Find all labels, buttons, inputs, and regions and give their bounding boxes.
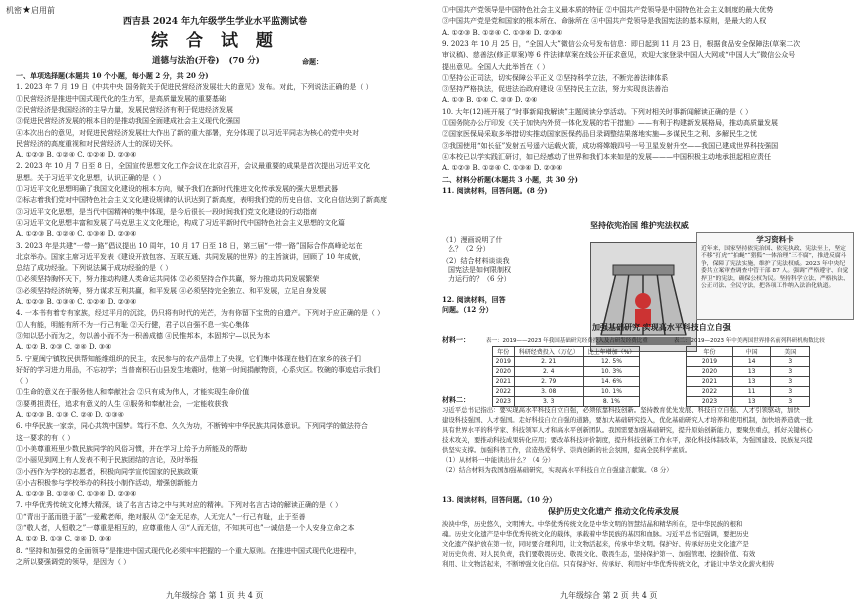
question-line: A. ①②③ B. ①②④ C. ①③④ D. ②③④ [16,490,137,499]
q11-sub2c: 力运行的？（6 分） [448,275,511,283]
question-line: ①国务院办公厅印发《关于加快内外贸一体化发展的若干措施》——有利于构建新发展格局，推动高质量发展 [442,119,778,127]
table-header-cell: 比上年增加（%） [583,347,639,357]
question-line: 1. 2023 年 7 月 19 日《中共中央 国务院关于促进民营经济发展壮大的意见》发布。对此，下列说法正确的是（ ） [16,83,373,92]
exam-county-title: 西吉县 2024 年九年级学生学业水平监测试卷 [122,17,308,27]
confidential-mark [6,6,55,16]
table-row [493,397,640,407]
table-cell: 2. 21 [514,357,583,367]
part-name: 道德与法治(开卷) [152,56,220,66]
question-line: ④本校已以学实践汇研讨，如已经感动了世界和我们本来如是的发展———中国积极主动地承担起相应责任 [442,152,771,161]
research-funding-table [492,346,640,407]
table-row [687,357,810,367]
table-cell: 2023 [493,397,515,407]
q11-sub1: （1）漫画说明了什 [442,236,503,244]
question-line: 北京举办。国家主席习近平发表《建设开放包容、互联互通、共同发展的世界》的主旨演讲，回顾了 10 年成就， [16,252,366,261]
question-line: ②标志着我们党对中国特色社会主义文化建设规律的认识达到了新高度，表明我们党的历史自信、文化自信达到了新高度 [16,196,387,205]
exam-subject-title: 综 合 试 题 [151,31,279,51]
question-line: ①小美尊重班里少数民族同学的风俗习惯，并在学习上给予力所能及的帮助 [16,444,247,453]
question-line: ①习近平文化思想明确了我国文化建设的根本方向，赋予我们在新时代推进文化传承发展的强大思想武器 [16,185,338,193]
q12-banner: 加强基础研究 实现高水平科技自立自强 [592,322,731,332]
question-line: 4. 一本书有着专有家族，经过平月的沉淀，仍只将有时代的光芒，为有你留下宝贵的自遗产。下列对于应正确的是（ ） [16,309,385,318]
footer-page-2: 九年级综合 第 2 页 共 4 页 [560,591,658,600]
part-score: (70 分) [228,56,260,66]
table-cell: 3 [771,367,810,377]
paragraph-line: 建设科技强国、人才强国。走好科技自立自强的道路，要加大基础研究投入，优化基础研究人才培养和使用机制，加快培养造就一批 [442,416,813,424]
exam-page-2 [430,0,860,608]
paragraph-line: （1）从材料一中能读出什么？（4 分） [442,456,555,464]
paragraph-line: 具有世界水平的科学家、科技领军人才和高水平创新团队。我国需要加强基础研究，提升原始创新能力，要聚焦重点，抓好关键核心 [442,426,813,434]
q11-sub2b: 国宪法是如何限制权 [448,266,511,274]
table-header-cell: 中国 [732,347,771,357]
table-cell: 14 [732,357,771,367]
table-header-row [687,347,810,357]
table-cell: 2020 [687,367,733,377]
q13-banner: 保护历史文化遗产 推动文化传承发展 [548,506,679,516]
study-card-body: 近年来，国家坚持依宪治国、依宪执政、宪法至上，坚定不移“打虎”“拍蝇”“猎狐”一体治理“三不腐”，推进反腐斗争，保障了宪法实施，维护了宪法权威。2023 年中央纪委共立案审查调查中管干部 87 人。强调“严格遵守、自觉捍卫”的宪法，确保公权为民。坚持科学立法、严格执法、公正司法、全民守法，把各项工作纳入法治化轨道。 [701,246,849,290]
table-cell: 3 [771,387,810,397]
table-header-cell: 年份 [493,347,515,357]
question-line: ①“青出于蓝而胜于蓝”一爱戴老师，绝对服从 ②“金无足赤，人无完人”一行己有耻，止于至善 [16,512,306,521]
question-line: ①生命的意义在于服务他人和奉献社会 ②只有成为伟人，才能实现生命价值 [16,388,250,397]
question-line: A. ①②③ B. ①③④ C. ①②④ D. ②③④ [16,298,137,306]
question-line: A. ①② B. ②③ C. ②④ D. ③④ [16,343,112,352]
table-row [687,367,810,377]
question-line: ①坚持公正司法，切实保障公平正义 ②坚持科学立法，不断完善法律体系 [442,73,669,82]
table-cell: 8. 1% [583,397,639,407]
confidential-label: 机密 [6,6,22,15]
question-line: A. ①② B. ①③ C. ②④ D. ③④ [16,535,112,544]
table2-caption: 表二：2019—2023 年中美两国世界排名前列科研机构数比较 [674,338,825,344]
table-row [687,387,810,397]
table-cell: 2019 [687,357,733,367]
question-line: 好好的学习进力用品，不忘初学；当普南积石山县发生地震时，他第一时间捐献物资，心系灾区。牧碗的事迹启示我们 [16,365,380,374]
table1-caption: 表一：2019——2023 年我国基础研究经费投入及占研发经费比重 [486,338,648,344]
question-line: ③要勇担责任，追求有意义的人生 ④服务和奉献社会，一定能收获我 [16,399,229,408]
table-cell: 2. 79 [514,377,583,387]
paragraph-line: 习近平总书记指出：要实现高水平科技自立自强，必须依靠科技创新。坚持教育优先发展、科技自立自强、人才引领驱动，加快 [442,406,800,414]
paragraph-line: 文化遗产保护放在第一位，同时要合理利用，让文物活起来，传承中华文明。保护好、传承好历史文化遗产是 [442,540,749,548]
table-cell: 2023 [687,397,733,407]
question-line: ①必须坚持胸怀天下，努力推动构建人类命运共同体 ②必须坚持合作共赢，努力推动共同发展繁荣 [16,275,320,284]
table-cell: 13 [732,397,771,407]
paragraph-line: 技术攻关，要推动科技成果转化应用；要改革科技评价制度，提升科技创新工作水平，深化科技体制改革，为强国建设、民族复兴提 [442,436,813,444]
question-line: A. ①②③ B. ①②④ C. ①③④ D. ②③④ [442,28,563,37]
q12-material2-label: 材料二： [442,395,470,404]
table-row [687,377,810,387]
q13-head: 13. 阅读材料，回答问题。（10 分） [442,495,557,504]
table-row [687,397,810,407]
cage-cartoon-icon [591,243,696,351]
table-cell: 3. 08 [514,387,583,397]
question-line: 民营经济的高度重视和对民营经济人士的深切关怀。 [16,139,177,148]
question-line: 8. “坚持和加强党的全面领导”是推进中国式现代化必须牢牢把握的一个重大原则。在推进中国式现代化进程中， [16,546,362,555]
question-line: 审议稿)、慈善法(修正草案)等 6 件法律草案在线公开征求意见，欢迎大家登录中国人大网或“中国人大”微信公众号 [442,51,796,60]
table-cell: 2021 [687,377,733,387]
signer-label: 命题： [302,57,323,66]
paragraph-line: 利用、让文物活起来，不断增强文化自信。只有保护好、传承好、利用好中华优秀传统文化，才能让中华文化薪火相传 [442,560,775,568]
question-line: 总结了成功经验。下列说法属于成功经验的是（ ） [16,264,173,273]
question-line: ③知以恶小而为之，勿以善小而不为一积善成德 ④民惟邦本，本固邦宁—以民为本 [16,331,271,340]
table-cell: 11 [732,387,771,397]
q12-head1: 12. 阅读材料，回答 [442,295,506,304]
table-cell: 2022 [493,387,515,397]
section-heading: 一、单项选择题(本题共 10 个小题，每小题 2 分，共 20 分) [16,71,209,80]
paragraph-line: 魂。历史文化遗产是中华优秀传统文化的载体，承载着中华民族的基因和血脉。习近平总书记强调，要把历史 [442,530,749,538]
question-line: ④习近平文化思想丰富和发展了马克思主义文化理论，构成了习近平新时代中国特色社会主义思想的文化篇 [16,218,345,227]
question-line: ①民营经济是推进中国式现代化的生力军，是高质量发展的重要基础 [16,94,226,103]
question-line: 7. 中华优秀传统文化博大精深，谈了名言古诗之中与其对应的精神。下列对名言古诗的解读正确的是（ ） [16,501,343,510]
question-line: （ ） [16,377,33,386]
table-row [493,357,640,367]
question-line: ①中国共产党领导是中国特色社会主义最本质的特征 ②中国共产党领导是中国特色社会主义制度的最大优势 [442,6,774,14]
question-line: ③“敬人者，人恒敬之”一尊重是相互的，应尊重他人 ④“人而无信，不知其可也”一诚信是一个人安身立命之本 [16,524,355,532]
table-cell: 3. 3 [514,397,583,407]
table-cell: 2021 [493,377,515,387]
question-line: ③习近平文化思想，是当代中国精神的集中体现，是今后很长一段时间我们党文化建设的行动指南 [16,207,317,216]
question-line: ④小吉积极参与学校举办的科技小制作活动，增强创新能力 [16,478,198,487]
question-line: ③中国共产党是党和国家的根本所在、命脉所在 ④中国共产党领导是我国宪法的基本原则，是最大的人权 [442,17,767,26]
question-line: ③小西作为学校的志愿者，积极向同学宣传国家的民族政策 [16,467,198,476]
section-heading: 11. 阅读材料，回答问题。(8 分) [442,185,548,195]
question-line: 6. 中华民族一家亲，同心共筑中国梦。笃行不怠、久久为功，不断铸牢中华民族共同体意识。下列同学的做法符合 [16,422,368,431]
question-line: 5. 宁夏闽宁镇牧民供帮知能维组织的民主，农民参与的农产品带上了央视，它们集中体现在他们在家乡的孩子们 [16,354,361,363]
question-line: A. ①②③ B. ①②④ C. ①③④ D. ②③④ [16,230,137,239]
table-cell: 2. 4 [514,367,583,377]
question-line: A. ①②③ B. ①③ C. ②④ D. ①③④ [16,411,124,419]
table-row [493,377,640,387]
table-header-cell: 美国 [771,347,810,357]
table-row [493,367,640,377]
study-card [696,232,854,320]
table-row [493,387,640,397]
paragraph-line: 对历史负责、对人民负责，我们要敬畏历史、敬畏文化、敬畏生态，坚持保护第一、加强管理、挖掘价值、有效 [442,550,756,558]
question-line: ③促进民营经济发展的根本目的是推动我国全面建成社会主义现代化强国 [16,117,240,126]
question-line: 2. 2023 年 10 月 7 日至 8 日，全国宣传思想文化工作会议在北京召开，会议最重要的成果是首次提出习近平文化 [16,162,371,171]
table-cell: 2019 [493,357,515,367]
table-cell: 2020 [493,367,515,377]
table-cell: 10. 1% [583,387,639,397]
table-cell: 13 [732,367,771,377]
footer-page-1: 九年级综合 第 1 页 共 4 页 [166,591,264,600]
question-line: ②小丽见到网上有人发表不利于民族团结的言论，及时举报 [16,456,198,465]
table-header-cell: 科研经费投入（万亿） [514,347,583,357]
table-cell: 3 [771,357,810,367]
institution-ranking-table [686,346,810,407]
question-line: A. ①②③ B. ①②④ C. ①③④ D. ②③④ [442,164,563,173]
exam-part-title [152,56,260,67]
table-cell: 3 [771,377,810,387]
question-line: 10. 大年(12)班开展了“时事新闻我解读”主题阅读分享活动。下列对相关时事新闻解读正确的是（ ） [442,107,753,116]
table-cell: 3 [771,397,810,407]
section-heading: 二、材料分析题(本题共 3 小题，共 30 分) [442,174,578,184]
question-line: A. ①③ B. ①④ C. ②③ D. ②④ [442,96,538,105]
q12-head2: 问题。（12 分） [442,305,493,314]
q11-sub1b: 么？（2 分） [448,245,490,253]
paragraph-line: 泱泱中华，历史悠久，文明博大。中华优秀传统文化是中华文明的智慧结晶和精华所在，是中华民族的根和 [442,520,743,528]
question-line: ③坚持严格执法，促进法治政府建设 ④坚持民主立法，努力实现良法善治 [442,85,669,94]
table-header-row [493,347,640,357]
question-line: 之所以要强调党的领导，是因为（ ） [16,557,131,566]
table-cell: 14. 6% [583,377,639,387]
question-line: 3. 2023 年是共建“一带一路”倡议提出 10 周年，10 月 17 日至 18 日，第三届“一带一路”国际合作高峰论坛在 [16,241,363,250]
question-line: 思想。关于习近平文化思想，认识正确的是（ ） [16,173,166,182]
table-cell: 10. 3% [583,367,639,377]
table-cell: 13 [732,377,771,387]
q12-material1-label: 材料一： [442,335,470,344]
question-line: 9. 2023 年 10 月 25 日，“全国人大”微信公众号发布信息：即日起到 11 月 23 日，根据食品安全保障法(草案二次 [442,39,801,48]
table-cell: 2022 [687,387,733,397]
question-line: 这一要求的有（ ） [16,433,75,442]
question-line: ①人有能，明能有所不为一行己有耻 ②天行健，君子以自强不息一实心集体 [16,320,250,329]
question-line: ②民营经济是我国经济的主导力量，发展民营经济有利于促进经济发展 [16,105,233,114]
confidential-suffix: 启用前 [30,6,55,15]
paragraph-line: （2）结合材料为我国加强基础研究，实现高水平科技自立自强建言献策。（8 分） [442,466,673,474]
cartoon-banner: 坚持依宪治国 维护宪法权威 [590,220,689,230]
table-header-cell: 年份 [687,347,733,357]
star-icon: ★ [22,5,31,16]
question-line: ③必须坚持经济统筹，努力谋求互利共赢，和平发展 ④必须坚持完全独立、和平发展，立足自身发展 [16,286,327,295]
paragraph-line: 供坚实支撑。加强科普工作，营造热爱科学、崇尚创新的社会氛围，提高全民科学素质。 [442,446,692,454]
question-line: ②国家医保局采取多举措切实推动国家医保药品目录调整结果落地实施—多谋民生之利、多解民生之忧 [442,130,757,139]
question-line: 提出意见。全国人大此举旨在（ ） [442,62,550,71]
question-line: A. ①②③ B. ①②④ C. ①②④ D. ②③④ [16,151,137,160]
study-card-title: 学习资料卡 [756,235,794,244]
question-line: ④本次出台的意见，对促进民营经济发展壮大作出了新的重大部署，充分体现了以习近平同志为核心的党中央对 [16,128,359,137]
q11-sub2: （2）结合材料谈谈我 [442,257,510,265]
table-cell: 12. 5% [583,357,639,367]
question-line: ③我国使用“如长征”发射五号遥六运载火箭，成功将嫦娥四号一号卫星发射升空——我国已建成世界科技强国 [442,141,779,150]
